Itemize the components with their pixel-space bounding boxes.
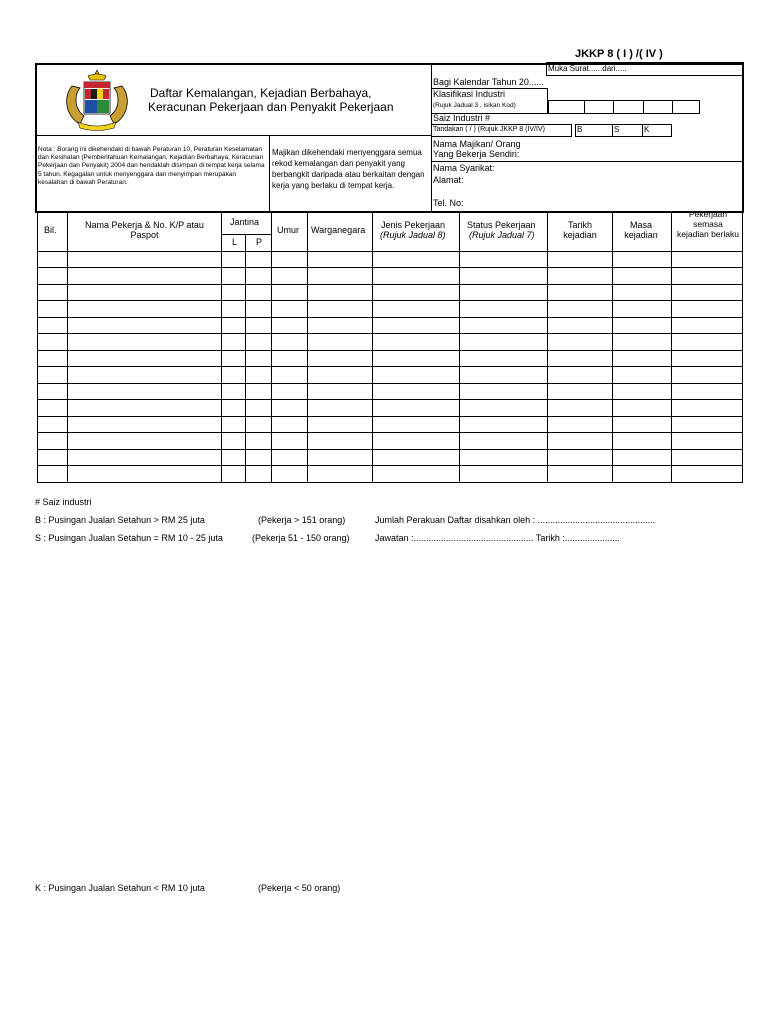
footer-saiz: # Saiz industri (35, 497, 92, 507)
col-warganegara: Warganegara (311, 225, 366, 235)
col-tarikh: Tarikh kejadian (563, 220, 597, 240)
size-s-label: S (614, 125, 620, 134)
nota-text: Nota : Borang ini dikehendaki di bawah Peraturan 10, Peraturan Keselamatan dan Kesihatan (Pemberitahuan Kemalangan, Kejadian Berbahaya, Keracunan Pekerjaan dan Penyakit) 2004 dan hendaklah disimpan di tempat kerja selama 5 tahun. Kegagalan untuk menyenggara dan menyimpan merupakan kesalahan di bawah Peraturan. (38, 146, 265, 186)
footer-s-pekerja: (Pekerja 51 - 150 orang) (252, 533, 350, 543)
kod-box-5[interactable] (672, 100, 700, 114)
table-row[interactable] (38, 416, 743, 433)
form-code: JKKP 8 ( I ) /( IV ) (575, 48, 663, 60)
table-row[interactable] (38, 251, 743, 268)
table-row[interactable] (38, 449, 743, 466)
footer-b-pekerja: (Pekerja > 151 orang) (258, 515, 346, 525)
col-jantina: Jantina (230, 217, 260, 227)
footer-s-line: S : Pusingan Jualan Setahun = RM 10 - 25 juta (35, 533, 223, 543)
col-status: Status Pekerjaan (467, 220, 536, 230)
table-row[interactable] (38, 334, 743, 351)
col-p: P (256, 237, 263, 247)
table-row[interactable] (38, 433, 743, 450)
majikan-note: Majikan dikehendaki menyenggara semua rekod kemalangan dan penyakit yang berbangkit daripada atau berkaitan dengan kerja yang berlaku di tempat kerja. (272, 148, 425, 190)
alamat-label: Alamat: (433, 175, 464, 185)
col-masa: Masa kejadian (624, 220, 658, 240)
nama-majikan-label: Nama Majikan/ Orang (433, 139, 521, 149)
col-jenis: Jenis Pekerjaan (381, 220, 446, 230)
table-row[interactable] (38, 284, 743, 301)
footer-k-pekerja: (Pekerja < 50 orang) (258, 883, 341, 893)
table-row[interactable] (38, 367, 743, 384)
footer-k-line: K : Pusingan Jualan Setahun < RM 10 juta (35, 883, 205, 893)
footer-jawatan: Jawatan :................................................ Tarikh :...................... (375, 533, 620, 543)
col-bil: Bil. (44, 225, 57, 235)
col-jenis-ref: (Rujuk Jadual 8) (380, 230, 446, 240)
tandakan-label: Tandakan ( / ) (Rujuk JKKP 8 (IV/IV) (433, 126, 545, 133)
bagi-kalendar-label: Bagi Kalendar Tahun 20...... (433, 77, 544, 87)
footer-jumlah: Jumlah Perakuan Daftar disahkan oleh : ............................................... (375, 515, 656, 525)
footer-b-line: B : Pusingan Jualan Setahun > RM 25 juta (35, 515, 205, 525)
col-nama: Nama Pekerja & No. K/P atau Paspot (85, 220, 204, 240)
coat-of-arms-emblem (58, 66, 136, 132)
saiz-industri-label: Saiz Industri # (433, 113, 491, 123)
form-title-line2: Keracunan Pekerjaan dan Penyakit Pekerjaan (148, 100, 394, 114)
rujuk-jadual3-label: (Rujuk Jadual 3 , isikan Kod) (433, 102, 516, 109)
muka-surat-label: Muka Surat......dari..... (548, 64, 627, 73)
col-status-ref: (Rujuk Jadual 7) (469, 230, 535, 240)
table-row[interactable] (38, 301, 743, 318)
tel-label: Tel. No: (433, 198, 464, 208)
table-row[interactable] (38, 383, 743, 400)
register-table (37, 211, 743, 483)
klasifikasi-label: Klasifikasi Industri (433, 89, 506, 99)
table-row[interactable] (38, 400, 743, 417)
col-umur: Umur (277, 225, 299, 235)
size-k-label: K (644, 125, 650, 134)
kod-box-1[interactable] (548, 100, 585, 114)
table-row[interactable] (38, 317, 743, 334)
yang-bekerja-label: Yang Bekerja Sendiri: (433, 149, 520, 159)
table-row[interactable] (38, 268, 743, 285)
kod-box-2[interactable] (584, 100, 614, 114)
col-pekerjaan-semasa: Pekerjaan semasa kejadian berlaku (677, 209, 739, 239)
header-row (38, 212, 743, 235)
kod-box-3[interactable] (613, 100, 644, 114)
table-row[interactable] (38, 350, 743, 367)
col-l: L (232, 237, 238, 247)
size-b-label: B (577, 125, 583, 134)
table-row[interactable] (38, 466, 743, 483)
kod-box-4[interactable] (643, 100, 673, 114)
form-title-line1: Daftar Kemalangan, Kejadian Berbahaya, (150, 86, 372, 100)
nama-syarikat-label: Nama Syarikat: (433, 163, 495, 173)
